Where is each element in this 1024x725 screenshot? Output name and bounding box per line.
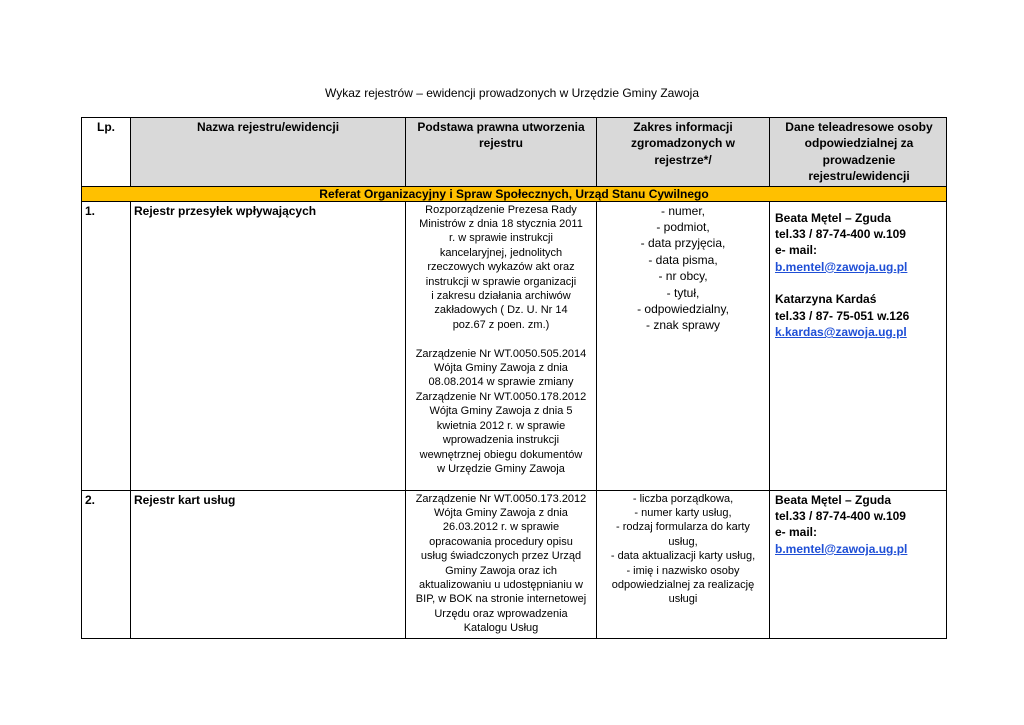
podstawa-line: opracowania procedury opisu [429,535,573,548]
zakres-line: - podmiot, [656,220,710,235]
podstawa-line: w Urzędzie Gminy Zawoja [437,462,565,475]
podstawa-line: r. w sprawie instrukcji [449,232,553,245]
podstawa-line: usług świadczonych przez Urząd [420,550,582,563]
header-podstawa [406,118,597,187]
header-zakres-line: zgromadzonych w [630,136,735,151]
registry-table [81,117,947,639]
zakres-line: - odpowiedzialny, [637,302,729,317]
podstawa-line: Wójta Gminy Zawoja z dnia 5 [429,405,573,418]
podstawa-line: wprowadzenia instrukcji [442,434,560,447]
contact-name: Katarzyna Kardaś [775,292,877,307]
zakres-line: odpowiedzialnej za realizację [611,579,755,592]
podstawa-line: rzeczowych wykazów akt oraz [427,261,575,274]
podstawa-line: Wójta Gminy Zawoja z dnia [434,362,568,375]
contact-email-label: e- mail: [775,243,818,258]
podstawa-line: Rozporządzenie Prezesa Rady [425,203,577,216]
zakres-line: - tytuł, [666,285,700,300]
header-zakres-line: Zakres informacji [633,120,733,134]
header-dane-line: Dane teleadresowe osoby [785,120,933,134]
zakres-line: - numer karty usług, [634,507,732,520]
section-row [82,186,947,201]
zakres-line: - nr obcy, [658,269,708,284]
header-dane-line: rejestru/ewidencji [808,169,910,184]
header-dane-line: prowadzenie [822,152,896,167]
row-dane [770,490,947,638]
header-dane-line: odpowiedzialnej za [804,136,914,151]
row-zakres [597,490,770,638]
podstawa-line: Zarządzenie Nr WT.0050.178.2012 [415,390,587,403]
zakres-line: - imię i nazwisko osoby [626,564,740,577]
podstawa-line: Urzędu oraz wprowadzenia [434,607,568,620]
zakres-line: - data przyjęcia, [640,236,726,251]
header-zakres-line: rejestrze*/ [654,152,712,167]
header-lp: Lp. [82,118,131,187]
contact-phone: tel.33 / 87-74-400 w.109 [775,227,906,242]
page-title: Wykaz rejestrów – ewidencji prowadzonych w Urzędzie Gminy Zawoja [324,86,700,100]
podstawa-line: instrukcji w sprawie organizacji [425,275,577,288]
podstawa-line: aktualizowaniu u udostępnianiu w [419,579,583,592]
table-row [82,490,947,638]
contact-email-label: e- mail: [775,525,818,540]
podstawa-line: Gminy Zawoja oraz ich [445,564,557,577]
podstawa-line: 08.08.2014 w sprawie zmiany [428,376,574,389]
row-zakres [597,201,770,490]
contact-email-link[interactable]: b.mentel@zawoja.ug.pl [775,541,908,556]
podstawa-line: Wójta Gminy Zawoja z dnia [434,507,568,520]
header-row [82,118,947,187]
zakres-line: usług, [668,535,698,548]
podstawa-line: BIP, w BOK na stronie internetowej [415,593,587,606]
podstawa-line: zakładowych ( Dz. U. Nr 14 [434,304,568,317]
table-row [82,201,947,490]
row-lp: 2. [82,490,131,638]
row-nazwa: Rejestr przesyłek wpływających [131,201,406,490]
section-label: Referat Organizacyjny i Spraw Społecznych, Urząd Stanu Cywilnego [82,186,947,201]
contact-name: Beata Mętel – Zguda [775,210,892,225]
header-podstawa-line: Podstawa prawna utworzenia [417,120,585,134]
header-nazwa: Nazwa rejestru/ewidencji [131,118,406,187]
zakres-line: - data aktualizacji karty usług, [610,550,756,563]
podstawa-line: kancelaryjnej, jednolitych [439,246,563,259]
contact-name: Beata Mętel – Zguda [775,492,892,507]
contact-email-link[interactable]: k.kardas@zawoja.ug.pl [775,325,907,340]
podstawa-line: kwietnia 2012 r. w sprawie [436,419,566,432]
contact-email-link[interactable]: b.mentel@zawoja.ug.pl [775,259,908,274]
row-nazwa: Rejestr kart usług [131,490,406,638]
contact-phone: tel.33 / 87-74-400 w.109 [775,509,906,524]
header-podstawa-line: rejestru [478,136,524,151]
zakres-line: - znak sprawy [645,318,721,333]
podstawa-line: 26.03.2012 r. w sprawie [442,521,560,534]
header-dane [770,118,947,187]
zakres-line: usługi [668,593,698,606]
zakres-line: - numer, [660,203,705,218]
header-zakres [597,118,770,187]
row-podstawa [406,490,597,638]
zakres-line: - liczba porządkowa, [632,492,734,505]
podstawa-line: i zakresu działania archiwów [431,290,571,303]
podstawa-line: Katalogu Usług [463,622,539,635]
podstawa-line: Zarządzenie Nr WT.0050.505.2014 [415,347,587,360]
row-lp: 1. [82,201,131,490]
podstawa-line: Zarządzenie Nr WT.0050.173.2012 [415,492,587,505]
zakres-line: - rodzaj formularza do karty [616,521,750,534]
row-dane [770,201,947,490]
podstawa-line: poz.67 z poen. zm.) [452,318,550,331]
contact-phone: tel.33 / 87- 75-051 w.126 [775,308,910,323]
zakres-line: - data pisma, [648,252,718,267]
podstawa-line: wewnętrznej obiegu dokumentów [419,448,583,461]
row-podstawa [406,201,597,490]
podstawa-line: Ministrów z dnia 18 stycznia 2011 [419,218,583,231]
